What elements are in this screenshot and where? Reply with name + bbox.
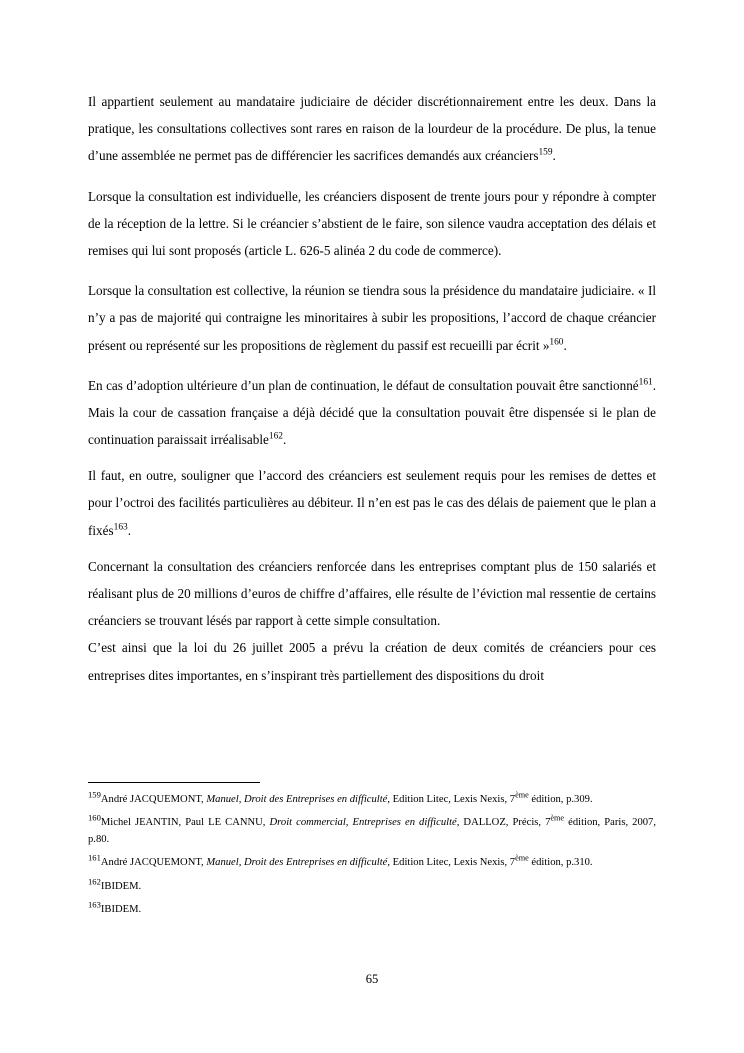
footnote-162-part1: IBIDEM. xyxy=(100,880,142,892)
paragraph-3-text-end: . xyxy=(563,337,567,353)
footnote-161-title: Manuel, Droit des Entreprises en difficulté xyxy=(206,857,388,869)
footnote-number-160: 160 xyxy=(88,812,101,823)
footnote-159-title: Manuel, Droit des Entreprises en difficulté xyxy=(206,794,388,805)
footnote-160-part3: édition, Paris, 2007, p.80. xyxy=(88,817,656,846)
footnote-161-ordinal: ème xyxy=(515,853,529,863)
footnote-160-title: Droit commercial, Entreprises en difficulté xyxy=(269,817,457,829)
footnote-160-ordinal: ème xyxy=(550,813,565,823)
paragraph-2 xyxy=(88,183,656,265)
footnote-number-162: 162 xyxy=(88,876,101,887)
footnote-159-ordinal: ème xyxy=(515,790,529,800)
footnote-161-part1: André JACQUEMONT, xyxy=(100,857,207,869)
footnote-ref-163[interactable]: 163 xyxy=(113,522,128,533)
paragraph-3 xyxy=(88,277,656,359)
footnote-163 xyxy=(88,901,656,918)
footnote-162 xyxy=(88,878,656,895)
paragraph-1-text-end: . xyxy=(552,148,556,164)
footnote-separator-rule xyxy=(88,782,260,783)
footnote-160 xyxy=(88,814,656,848)
page-number: 65 xyxy=(365,972,379,986)
footnote-159-part1: André JACQUEMONT, xyxy=(100,794,207,805)
footnote-161-part2: , Edition Litec, Lexis Nexis, 7 xyxy=(387,857,516,869)
footnote-159-part2: , Edition Litec, Lexis Nexis, 7 xyxy=(387,794,516,805)
paragraph-6-text: Concernant la consultation des créanciers renforcée dans les entreprises comptant plus de 150 salariés et réalisant plus de 20 millions d’euros de chiffre d’affaires, elle résulte de l’éviction mal ressentie de certains créanciers se trouvant lésés par rapport à cette simple consultation. xyxy=(88,558,656,629)
footnote-ref-162[interactable]: 162 xyxy=(268,431,283,442)
paragraph-3-text: Lorsque la consultation est collective, la réunion se tiendra sous la présidence du mandataire judiciaire. « Il n’y a pas de majorité qui contraigne les minoritaires à subir les propositions, l’accord de chaque créancier présent ou représenté sur les propositions de règlement du passif est recueilli par écrit » xyxy=(88,283,656,353)
paragraph-4-text: En cas d’adoption ultérieure d’un plan de continuation, le défaut de consultation pouvait être sanctionné xyxy=(88,377,639,393)
paragraph-4-text-mid: . Mais la cour de cassation française a déjà décidé que la consultation pouvait être dispensée si le plan de continuation paraissait irréalisable xyxy=(88,377,656,448)
paragraph-5 xyxy=(88,462,656,544)
footnote-160-part1: Michel JEANTIN, Paul LE CANNU, xyxy=(100,817,270,829)
footnote-number-159: 159 xyxy=(88,789,101,800)
footnote-ref-160[interactable]: 160 xyxy=(549,337,564,348)
footnote-160-part2: , DALLOZ, Précis, 7 xyxy=(456,817,551,829)
footnote-number-161: 161 xyxy=(88,852,101,863)
footnote-area xyxy=(88,782,656,924)
paragraph-2-text: Lorsque la consultation est individuelle, les créanciers disposent de trente jours pour y répondre à compter de la réception de la lettre. Si le créancier s’abstient de le faire, son silence vaudra acceptation des délais et remises qui lui sont proposés (article L. 626-5 alinéa 2 du code de commerce). xyxy=(88,188,656,258)
paragraph-5-text-end: . xyxy=(127,522,131,538)
footnote-ref-159[interactable]: 159 xyxy=(538,147,553,158)
footnote-number-163: 163 xyxy=(88,899,101,910)
paragraph-4 xyxy=(88,372,656,454)
footnote-159-part3: édition, p.309. xyxy=(528,794,593,805)
footnote-ref-161[interactable]: 161 xyxy=(638,377,653,388)
paragraph-7 xyxy=(88,634,656,688)
paragraph-6 xyxy=(88,553,656,635)
paragraph-1 xyxy=(88,88,656,170)
footnote-161 xyxy=(88,854,656,871)
footnote-163-part1: IBIDEM. xyxy=(100,903,142,915)
paragraph-1-text: Il appartient seulement au mandataire judiciaire de décider discrétionnairement entre les deux. Dans la pratique, les consultations collectives sont rares en raison de la lourdeur de la procédure. De plus, la tenue d’une assemblée ne permet pas de différencier les sacrifices demandés aux créanciers xyxy=(88,94,656,164)
paragraph-7-text: C’est ainsi que la loi du 26 juillet 2005 a prévu la création de deux comités de créanciers pour ces entreprises dites importantes, en s’inspirant très partiellement des dispositions du droit xyxy=(88,640,656,683)
paragraph-4-text-end: . xyxy=(282,432,287,448)
footnote-159 xyxy=(88,791,656,808)
footnote-161-part3: édition, p.310. xyxy=(528,857,593,869)
paragraph-5-text: Il faut, en outre, souligner que l’accord des créanciers est seulement requis pour les remises de dettes et pour l’octroi des facilités particulières au débiteur. Il n’en est pas le cas des délais de paiement que le plan a fixés xyxy=(88,468,656,538)
